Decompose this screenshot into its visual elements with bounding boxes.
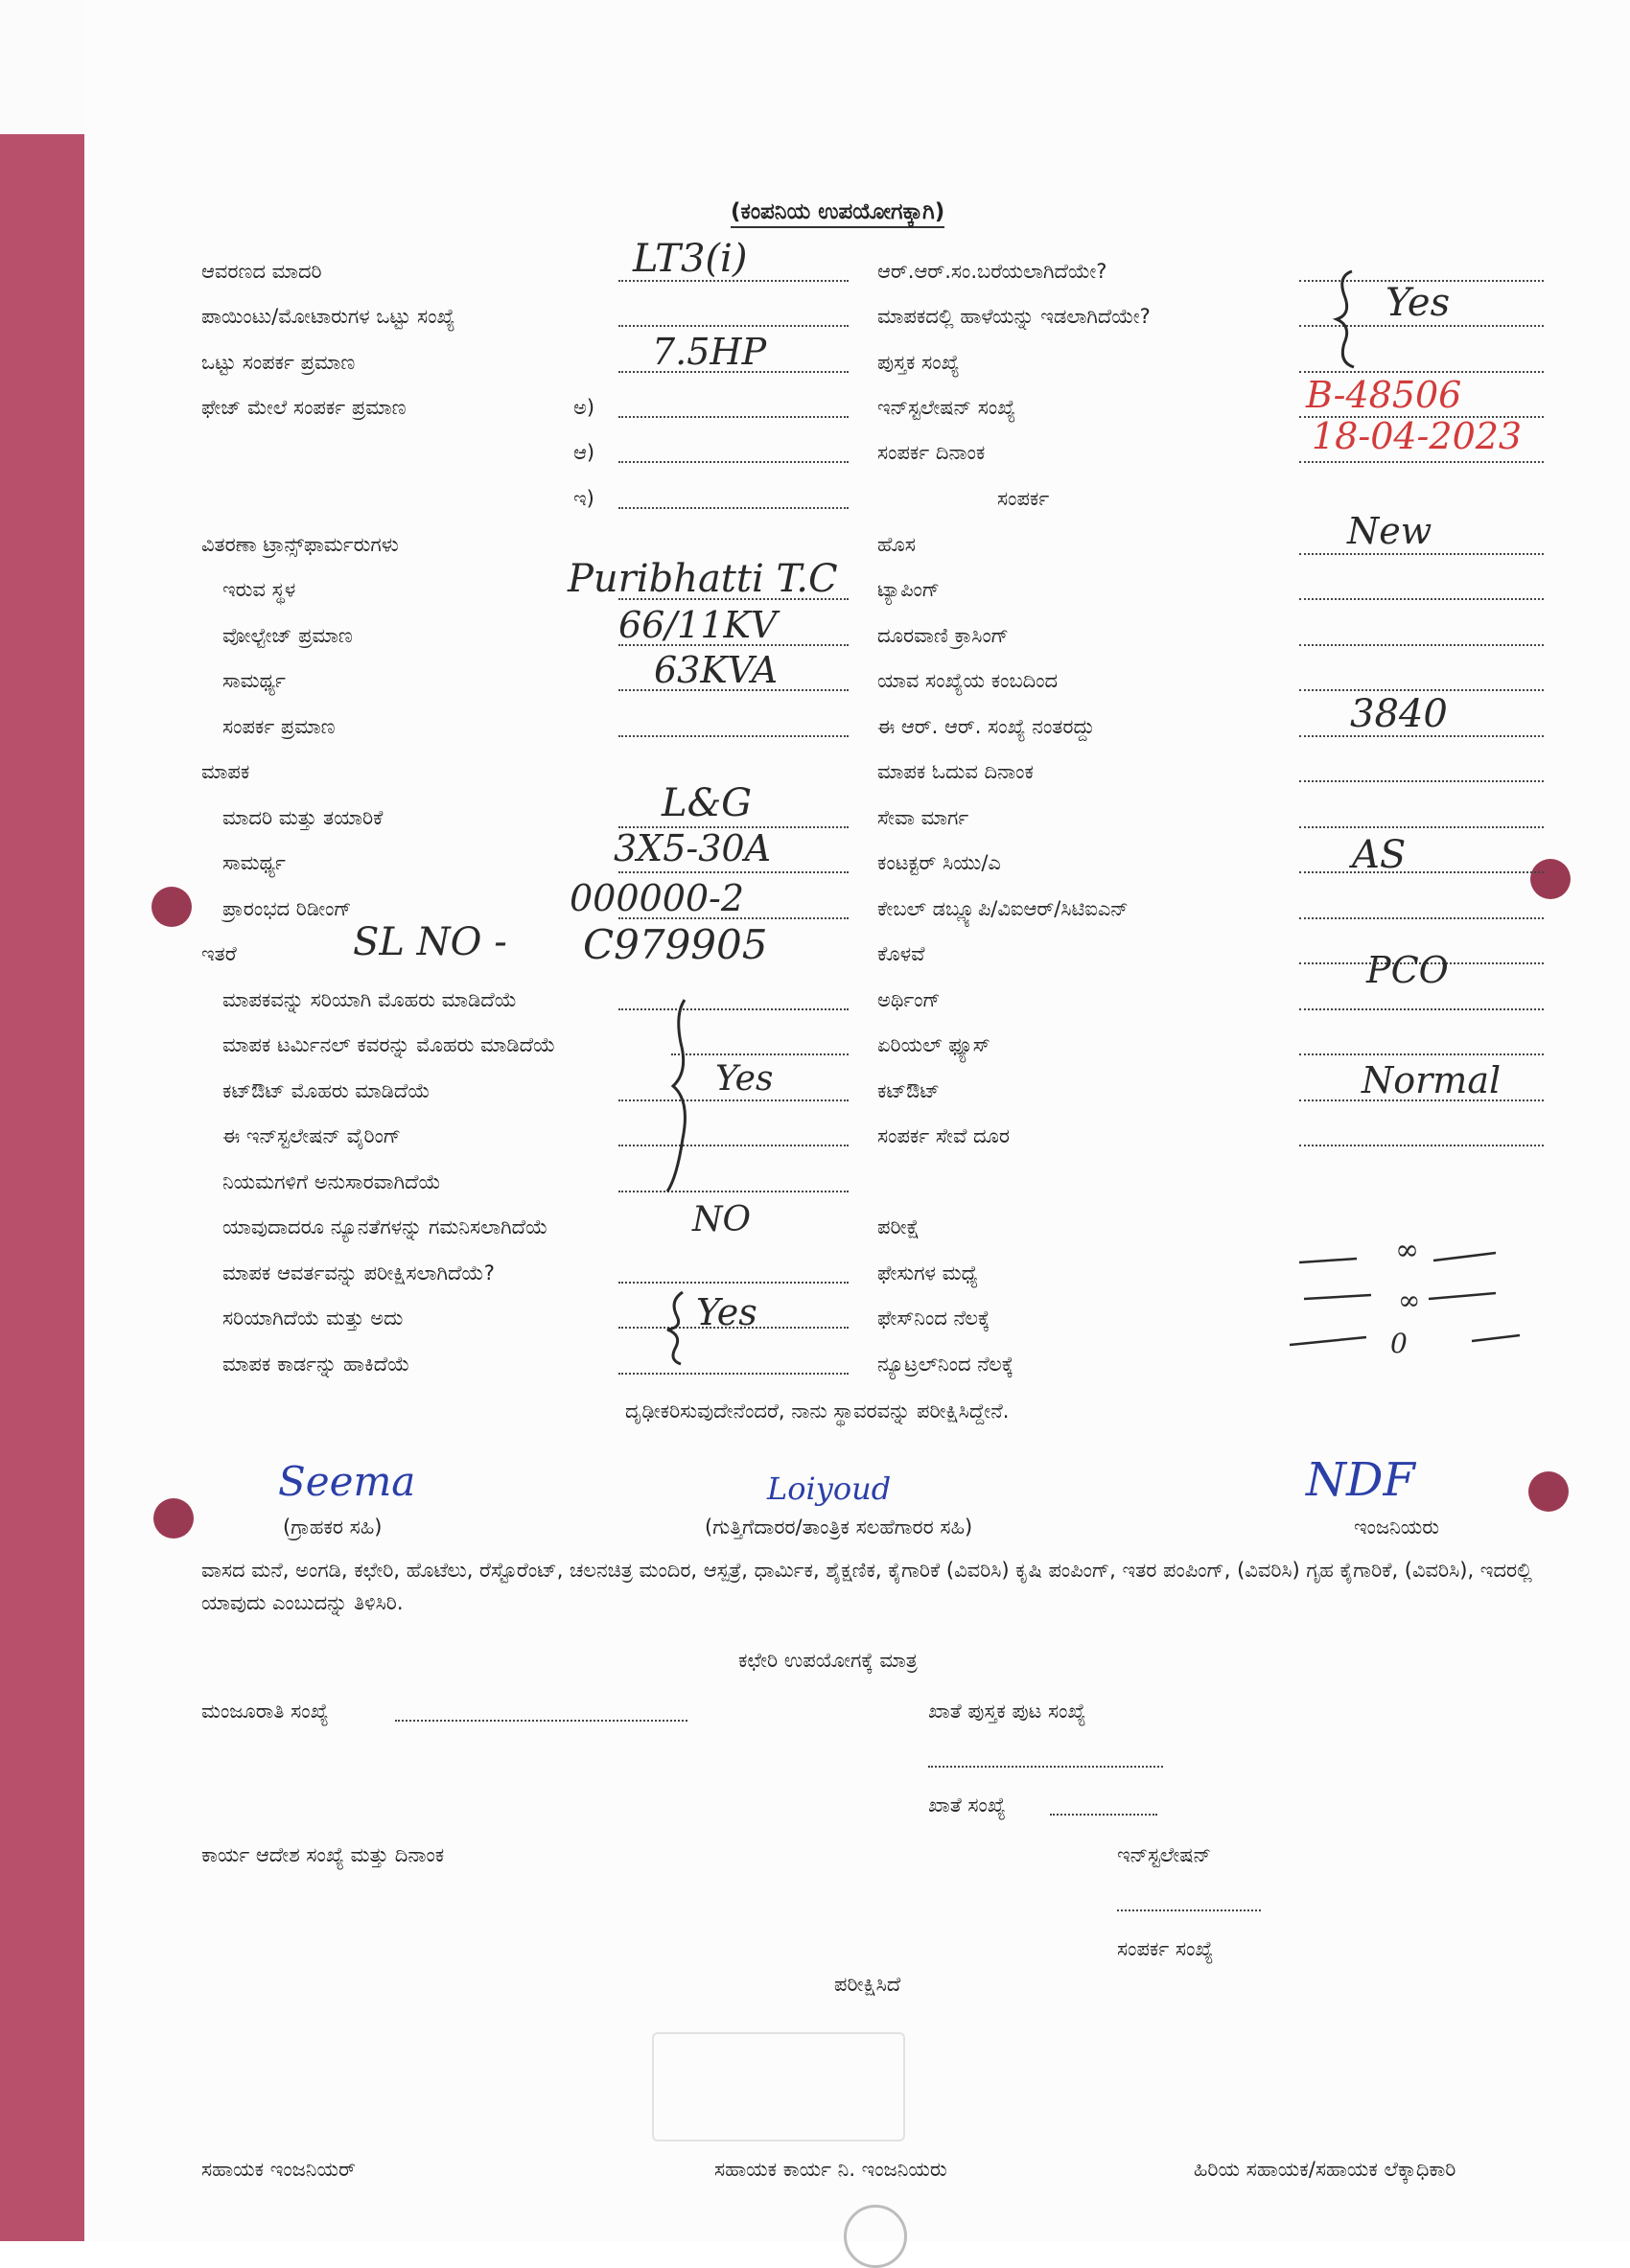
form-page — [84, 0, 1630, 2241]
label-cutout: ಕಟ್‌ಔಟ್ — [877, 1079, 940, 1102]
label-meter-reading-date: ಮಾಪಕ ಓದುವ ದಿನಾಂಕ — [877, 760, 1034, 783]
label-voltage: ವೋಲ್ಟೇಜ್ ಪ್ರಮಾಣ — [222, 624, 353, 647]
label-sanction-no: ಮಂಜೂರಾತಿ ಸಂಖ್ಯೆ — [201, 1700, 329, 1723]
office-use-heading: ಕಛೇರಿ ಉಪಯೋಗಕ್ಕೆ ಮಾತ್ರ — [738, 1649, 918, 1672]
engineer-signature: NDF — [1306, 1453, 1415, 1507]
hw-defects: NO — [692, 1200, 752, 1239]
label-total-load: ಒಟ್ಟು ಸಂಪರ್ಕ ಪ್ರಮಾಣ — [201, 351, 356, 374]
label-initial-reading: ಪ್ರಾರಂಭದ ರಿಡೀಂಗ್ — [222, 897, 352, 920]
label-account-no: ಖಾತೆ ಸಂಖ್ಯೆ — [928, 1794, 1006, 1817]
dotted-line — [618, 323, 849, 327]
hw-brace-yes-2 — [662, 995, 710, 1196]
dotted-line — [1299, 824, 1544, 828]
seal-partial — [844, 2205, 907, 2268]
dotted-line — [618, 414, 849, 418]
label-phase-c: ಇ) — [573, 487, 594, 510]
dotted-line — [618, 1371, 849, 1375]
label-new: ಹೊಸ — [877, 533, 916, 556]
label-checked: ಪರೀಕ್ಷಿಸಿದೆ — [834, 1973, 901, 1996]
label-pipe: ಕೊಳವೆ — [877, 942, 925, 965]
dotted-line — [1299, 1007, 1544, 1010]
hw-meter-capacity: 3X5-30A — [614, 827, 772, 869]
label-terminal-sealed: ಮಾಪಕ ಟರ್ಮಿನಲ್ ಕವರನ್ನು ಮೊಹರು ಮಾಡಿದೆಯೆ — [222, 1033, 556, 1056]
hw-connection-date: 18-04-2023 — [1312, 415, 1523, 457]
dotted-line — [618, 505, 849, 509]
label-cutout-sealed: ಕಟ್‌ಔಟ್ ಮೊಹರು ಮಾಡಿದೆಯೆ — [222, 1079, 431, 1102]
dotted-line — [1299, 1052, 1544, 1055]
punch-hole — [153, 1498, 194, 1539]
label-connection-load: ಸಂಪರ್ಕ ಪ್ರಮಾಣ — [222, 715, 336, 738]
label-phase-load: ಫೇಜ್ ಮೇಲೆ ಸಂಪರ್ಕ ಪ್ರಮಾಣ — [201, 396, 407, 419]
label-meter-card: ಮಾಪಕ ಕಾರ್ಡನ್ನು ಹಾಕಿದೆಯೆ — [222, 1353, 410, 1376]
label-connection-date: ಸಂಪರ್ಕ ದಿನಾಂಕ — [877, 441, 986, 464]
hw-brace-yes-1 — [1333, 266, 1371, 372]
label-sheet-placed: ಮಾಪಕದಲ್ಲಿ ಹಾಳೆಯನ್ನು ಇಡಲಾಗಿದೆಯೇ? — [877, 305, 1151, 328]
label-defects: ಯಾವುದಾದರೂ ನ್ಯೂನತೆಗಳನ್ನು ಗಮನಿಸಲಾಗಿದೆಯೆ — [222, 1215, 548, 1238]
hw-yes-1: Yes — [1386, 281, 1451, 325]
label-model-make: ಮಾದರಿ ಮತ್ತು ತಯಾರಿಕೆ — [222, 806, 384, 829]
label-rules: ನಿಯಮಗಳಿಗೆ ಅನುಸಾರವಾಗಿದೆಯೆ — [222, 1170, 441, 1193]
footer-assistant-engineer: ಸಹಾಯಕ ಇಂಜನಿಯರ್ — [201, 2158, 356, 2181]
hw-pipe: PCO — [1366, 949, 1449, 991]
dotted-line — [618, 1143, 849, 1146]
hw-test-strokes — [1290, 1241, 1520, 1366]
label-location: ಇರುವ ಸ್ಥಳ — [222, 578, 296, 601]
dotted-line — [1299, 1143, 1544, 1146]
label-rr-written: ಆರ್.ಆರ್.ಸಂ.ಬರೆಯಲಾಗಿದೆಯೇ? — [877, 260, 1107, 283]
dotted-line — [1299, 869, 1544, 873]
label-meter-capacity: ಸಾಮರ್ಥ್ಯ — [222, 851, 286, 874]
hw-cutout: Normal — [1362, 1059, 1502, 1101]
hw-serial-no: C979905 — [583, 921, 768, 968]
label-between-phases: ಫೇಸುಗಳ ಮಧ್ಯೆ — [877, 1261, 978, 1284]
pink-backing-sheet — [0, 134, 91, 2241]
label-conductor: ಕಂಟಕ್ಟರ್ ಸಿಯು/ಎ — [877, 851, 1001, 874]
dotted-line — [618, 1007, 849, 1010]
hw-connection-new: New — [1347, 510, 1432, 552]
label-wiring: ಈ ಇನ್‌ಸ್ಟಲೇಷನ್ ವೈರಿಂಗ್ — [222, 1124, 402, 1147]
hw-test-1: ∞ — [1395, 1234, 1419, 1267]
hw-test-3: 0 — [1390, 1328, 1408, 1359]
label-neutral-to-earth: ನ್ಯೂಟ್ರಲ್‌ನಿಂದ ನೆಲಕ್ಕೆ — [877, 1353, 1013, 1376]
hw-other: SL NO - — [353, 920, 507, 964]
label-phase-a: ಅ) — [573, 396, 595, 419]
dotted-line — [1299, 642, 1544, 646]
dotted-line — [1299, 596, 1544, 600]
hw-voltage: 66/11KV — [618, 604, 778, 646]
dotted-line — [618, 1280, 849, 1284]
label-total-points: ಪಾಯಿಂಟು/ಮೋಟಾರುಗಳ ಒಟ್ಟು ಸಂಖ್ಯೆ — [201, 305, 455, 328]
label-connection-no: ಸಂಪರ್ಕ ಸಂಖ್ಯೆ — [1117, 1937, 1214, 1960]
customer-signature: Seema — [278, 1458, 416, 1505]
dotted-line — [1050, 1812, 1157, 1816]
hw-capacity: 63KVA — [654, 649, 779, 691]
dotted-line — [1299, 915, 1544, 919]
label-tapping: ಟ್ಯಾಪಿಂಗ್ — [877, 578, 940, 601]
customer-signature-label: (ಗ್ರಾಹಕರ ಸಹಿ) — [283, 1516, 383, 1539]
label-test: ಪರೀಕ್ಷೆ — [877, 1215, 920, 1238]
label-earthing: ಅರ್ಥಿಂಗ್ — [877, 988, 941, 1011]
hw-brace-yes-3 — [662, 1289, 700, 1366]
form-title: (ಕಂಪನಿಯ ಉಪಯೋಗಕ್ಕಾಗಿ) — [731, 201, 944, 228]
dotted-line — [1299, 778, 1544, 782]
hw-yes-3: Yes — [696, 1291, 757, 1333]
label-rr-after: ಈ ಆರ್. ಆರ್. ಸಂಖ್ಯೆ ನಂತರದ್ದು — [877, 715, 1095, 738]
dotted-line — [1299, 687, 1544, 691]
engineer-signature-label: ಇಂಜನಿಯರು — [1354, 1516, 1440, 1539]
bleed-through-stamp — [652, 2032, 905, 2141]
dotted-line — [928, 1764, 1163, 1768]
label-cable: ಕೇಬಲ್ ಡಬ್ಲ್ಯೂಪಿ/ವಿಐಆರ್/ಸಿಟಿಐಎನ್ — [877, 897, 1129, 920]
label-connection: ಸಂಪರ್ಕ — [997, 487, 1050, 510]
label-meter: ಮಾಪಕ — [201, 760, 250, 783]
punch-hole — [1530, 859, 1571, 899]
label-dist-transformers: ವಿತರಣಾ ಟ್ರಾನ್ಸ್‌ಫಾರ್ಮರುಗಳು — [201, 533, 399, 556]
hw-service-line: AS — [1352, 833, 1407, 877]
label-capacity: ಸಾಮರ್ಥ್ಯ — [222, 669, 286, 692]
hw-total-load: 7.5HP — [652, 331, 767, 373]
label-installation-no: ಇನ್‌ಸ್ಟಲೇಷನ್ ಸಂಖ್ಯೆ — [877, 396, 1016, 419]
hw-make: L&G — [662, 781, 753, 825]
label-pole-number: ಯಾವ ಸಂಖ್ಯೆಯ ಕಂಬದಿಂದ — [877, 669, 1059, 692]
footer-assistant-executive-engineer: ಸಹಾಯಕ ಕಾರ್ಯ ನಿ. ಇಂಜನಿಯರು — [714, 2158, 947, 2181]
dotted-line — [618, 869, 849, 873]
hw-premises-type: LT3(i) — [633, 237, 748, 281]
label-meter-sealed: ಮಾಪಕವನ್ನು ಸರಿಯಾಗಿ ಮೊಹರು ಮಾಡಿದೆಯೆ — [222, 988, 518, 1011]
hw-yes-2: Yes — [715, 1059, 774, 1099]
dotted-line — [1117, 1908, 1261, 1911]
hw-test-2: ∞ — [1398, 1284, 1421, 1316]
punch-hole — [1528, 1471, 1569, 1512]
dotted-line — [618, 1189, 849, 1192]
usage-paragraph: ವಾಸದ ಮನೆ, ಅಂಗಡಿ, ಕಛೇರಿ, ಹೊಟೆಲು, ರೆಸ್ಟೊರೆಂಟ್, ಚಲನಚಿತ್ರ ಮಂದಿರ, ಆಸ್ಪತ್ರೆ, ಧಾರ್ಮಿಕ, ಶೈಕ್ಷಣಿಕ, ಕೈಗಾರಿಕೆ (ವಿವರಿಸಿ) ಕೃಷಿ ಪಂಪಿಂಗ್, ಇತರ ಪಂಪಿಂಗ್, (ವಿವರಿಸಿ) ಗೃಹ ಕೈಗಾರಿಕೆ, (ವಿವರಿಸಿ), ಇದರಲ್ಲಿ ಯಾವುದು ಎಂಬುದನ್ನು ತಿಳಿಸಿರಿ. — [201, 1559, 1532, 1614]
label-book-no: ಪುಸ್ತಕ ಸಂಖ್ಯೆ — [877, 351, 960, 374]
hw-installation-no: B-48506 — [1306, 374, 1462, 416]
hw-location: Puribhatti T.C — [568, 557, 838, 601]
footer-accounts-officer: ಹಿರಿಯ ಸಹಾಯಕ/ಸಹಾಯಕ ಲೆಕ್ಕಾಧಿಕಾರಿ — [1194, 2158, 1456, 2181]
dotted-line — [618, 459, 849, 463]
label-premises-type: ಆವರಣದ ಮಾದರಿ — [201, 260, 322, 283]
label-other: ಇತರೆ — [201, 942, 237, 965]
label-correct: ಸರಿಯಾಗಿದೆಯೆ ಮತ್ತು ಅದು — [222, 1307, 404, 1330]
declaration: ದೃಢೀಕರಿಸುವುದೇನೆಂದರೆ, ನಾನು ಸ್ಥಾವರವನ್ನು ಪರೀಕ್ಷಿಸಿದ್ದೇನೆ. — [625, 1400, 1010, 1423]
label-aerial-fuse: ಏರಿಯಲ್ ಫ್ಯೂಸ್ — [877, 1033, 990, 1056]
punch-hole — [151, 887, 192, 927]
label-ledger-page: ಖಾತೆ ಪುಸ್ತಕ ಪುಟ ಸಂಖ್ಯೆ — [928, 1700, 1086, 1723]
contractor-signature: Loiyoud — [767, 1470, 892, 1507]
dotted-line — [1299, 459, 1544, 463]
dotted-line — [618, 733, 849, 737]
label-phase-b: ಆ) — [573, 441, 595, 464]
label-installation: ಇನ್‌ಸ್ಟಲೇಷನ್ — [1117, 1843, 1212, 1866]
contractor-signature-label: (ಗುತ್ತಿಗೆದಾರರ/ತಾಂತ್ರಿಕ ಸಲಹೆಗಾರರ ಸಹಿ) — [705, 1516, 973, 1539]
dotted-line — [395, 1718, 687, 1722]
label-work-order: ಕಾರ್ಯ ಆದೇಶ ಸಂಖ್ಯೆ ಮತ್ತು ದಿನಾಂಕ — [201, 1843, 445, 1866]
label-telephone-crossing: ದೂರವಾಣಿ ಕ್ರಾಸಿಂಗ್ — [877, 624, 1009, 647]
hw-initial-reading: 000000-2 — [570, 877, 745, 919]
label-phase-to-earth: ಫೇಸ್‌ನಿಂದ ನೆಲಕ್ಕೆ — [877, 1307, 990, 1330]
label-service-line: ಸೇವಾ ಮಾರ್ಗ — [877, 806, 969, 829]
label-meter-creep: ಮಾಪಕ ಆವರ್ತವನ್ನು ಪರೀಕ್ಷಿಸಲಾಗಿದೆಯೆ? — [222, 1261, 495, 1284]
label-service-distance: ಸಂಪರ್ಕ ಸೇವೆ ದೂರ — [877, 1124, 1011, 1147]
hw-rr-after: 3840 — [1350, 692, 1448, 736]
